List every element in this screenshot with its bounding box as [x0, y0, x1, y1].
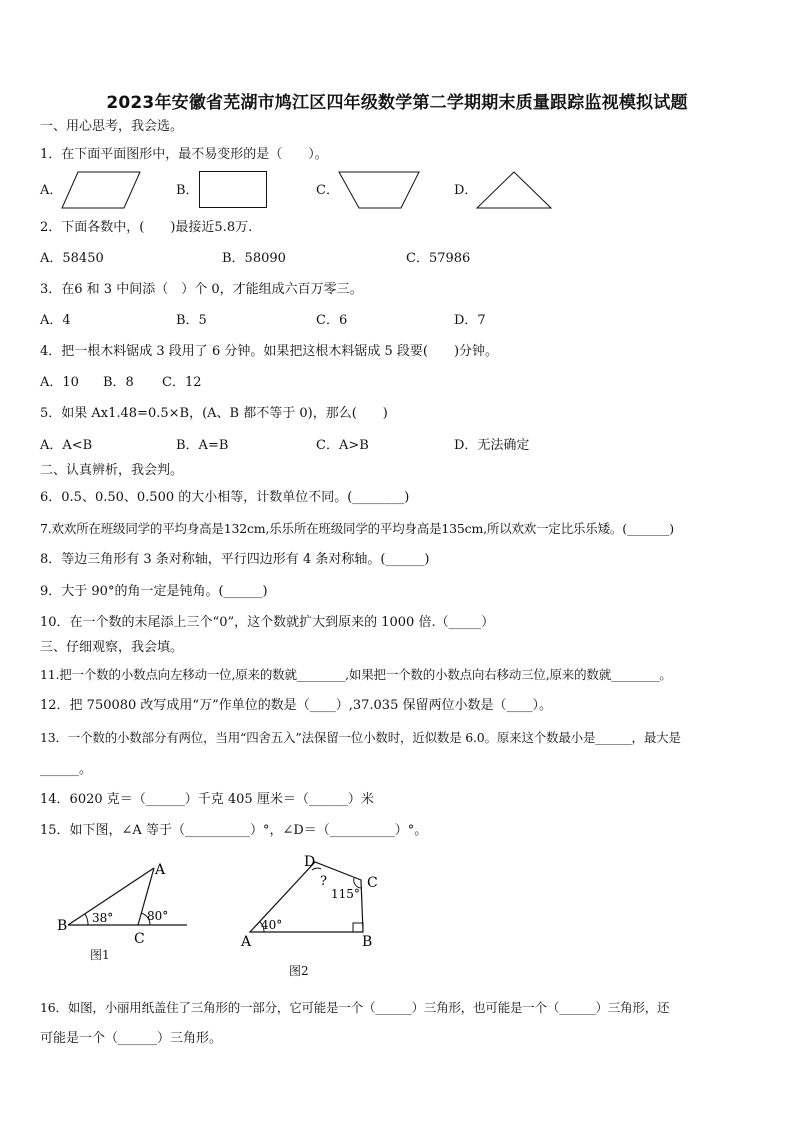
question-15-stem: 15．如下图，∠A 等于（__________）°，∠D＝（__________）°。 — [40, 823, 428, 838]
question-8: 8．等边三角形有 3 条对称轴，平行四边形有 4 条对称轴。(______) — [40, 552, 430, 567]
question-13-line-1: 13．一个数的小数部分有两位，当用“四舍五入”法保留一位小数时，近似数是 6.0。原来这个数最小是______，最大是 — [40, 730, 681, 745]
section-heading-2: 二、认真辨析，我会判。 — [40, 463, 184, 478]
fig2-label-d: D — [304, 854, 316, 870]
q3-option-d: D．7 — [454, 313, 486, 328]
question-16-line-1: 16．如图，小丽用纸盖住了三角形的一部分，它可能是一个（______）三角形，也可能是一个（______）三角形，还 — [40, 1000, 670, 1015]
fig1-label-a: A — [155, 862, 166, 878]
fig1-label-b: B — [57, 918, 68, 934]
question-4-stem: 4．把一根木料锯成 3 段用了 6 分钟。如果把这根木料锯成 5 段要( )分钟。 — [40, 344, 499, 359]
figure-1-caption: 图1 — [90, 948, 110, 962]
q3-option-c: C．6 — [316, 313, 348, 328]
q3-option-b: B．5 — [176, 313, 207, 328]
q1-option-a-label: A． — [40, 183, 63, 198]
q5-option-d: D．无法确定 — [454, 438, 530, 453]
question-11: 11.把一个数的小数点向左移动一位,原来的数就________,如果把一个数的小数点向右移动三位,原来的数就________。 — [40, 667, 672, 682]
q4-option-c: C．12 — [162, 375, 202, 390]
fig2-label-c: C — [367, 875, 378, 891]
q1-option-d-label: D． — [454, 183, 478, 198]
question-14: 14．6020 克＝（______）千克 405 厘米＝（______）米 — [40, 792, 374, 807]
question-5-stem: 5．如果 Ax1.48=0.5×B，(A、B 都不等于 0)，那么( ) — [40, 406, 388, 421]
figure-2-caption: 图2 — [289, 964, 309, 978]
q4-option-a: A．10 — [40, 375, 79, 390]
question-12: 12．把 750080 改写成用“万”作单位的数是（____）,37.035 保留两位小数是（____）。 — [40, 698, 552, 713]
q2-option-c: C．57986 — [406, 251, 471, 266]
fig2-angle-c: 115° — [331, 887, 360, 901]
q1-option-b-label: B． — [176, 183, 199, 198]
parallelogram-shape — [62, 170, 142, 210]
rectangle-shape — [199, 171, 269, 209]
fig2-angle-d: ? — [320, 874, 327, 889]
page-title: 2023年安徽省芜湖市鸠江区四年级数学第二学期期末质量跟踪监视模拟试题 — [106, 93, 688, 113]
section-heading-1: 一、用心思考，我会选。 — [40, 119, 184, 134]
section-heading-3: 三、仔细观察，我会填。 — [40, 640, 184, 655]
triangle-shape — [477, 172, 553, 210]
q1-option-c-label: C． — [316, 183, 339, 198]
question-7: 7.欢欢所在班级同学的平均身高是132cm,乐乐所在班级同学的平均身高是135cm,所以欢欢一定比乐乐矮。(_______) — [40, 521, 674, 536]
question-13-line-2: ______。 — [40, 762, 93, 777]
q2-option-a: A．58450 — [40, 251, 104, 266]
fig1-angle-c: 80° — [147, 909, 169, 923]
question-2-stem: 2．下面各数中，( )最接近5.8万. — [40, 220, 253, 235]
fig2-label-b: B — [362, 934, 373, 950]
question-6: 6．0.5、0.50、0.500 的大小相等，计数单位不同。(________) — [40, 490, 410, 505]
q3-option-a: A．4 — [40, 313, 71, 328]
fig2-angle-a: 40° — [261, 918, 283, 932]
fig2-label-a: A — [241, 934, 252, 950]
q5-option-c: C．A>B — [316, 438, 369, 453]
question-9: 9．大于 90°的角一定是钝角。(______) — [40, 584, 268, 599]
question-16-line-2: 可能是一个（______）三角形。 — [40, 1031, 223, 1046]
fig1-angle-b: 38° — [92, 911, 114, 925]
q2-option-b: B．58090 — [222, 251, 286, 266]
fig1-label-c: C — [134, 931, 145, 947]
question-1-stem: 1．在下面平面图形中，最不易变形的是（ ）。 — [40, 147, 328, 162]
question-3-stem: 3．在6 和 3 中间添（ ）个 0，才能组成六百万零三。 — [40, 282, 363, 297]
q5-option-a: A．A<B — [40, 438, 93, 453]
question-10: 10．在一个数的末尾添上三个“0”，这个数就扩大到原来的 1000 倍.（_____） — [40, 615, 495, 630]
q5-option-b: B．A=B — [176, 438, 229, 453]
trapezoid-shape — [339, 170, 421, 210]
q4-option-b: B．8 — [103, 375, 134, 390]
figure-2-quadrilateral-diagram — [240, 850, 390, 950]
figure-1-angle-diagram — [55, 855, 195, 955]
